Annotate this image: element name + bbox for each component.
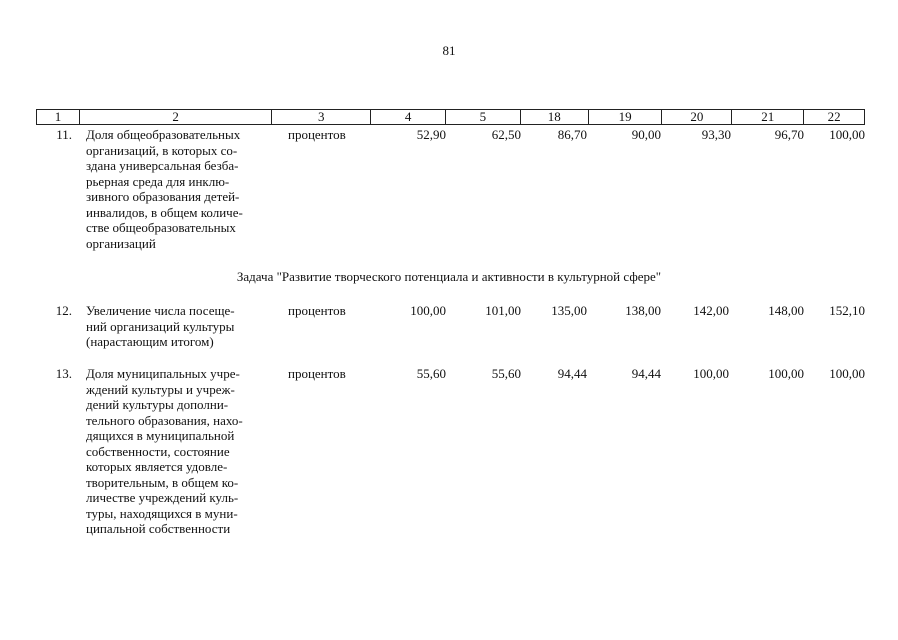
header-cell: 21 xyxy=(732,110,804,124)
value-cell: 93,30 xyxy=(701,127,731,142)
table-header-row xyxy=(36,109,865,125)
value-cell: 52,90 xyxy=(416,127,446,142)
value-cell: 100,00 xyxy=(410,303,446,318)
value-cell: 148,00 xyxy=(768,303,804,318)
value-cell: 100,00 xyxy=(829,366,865,381)
value-cell: 55,60 xyxy=(416,366,446,381)
indicator-name: Доля муниципальных учре- ждений культуры и учреж- дений культуры дополни- тельного образования, нахо- дящихся в муниципальной собственности, состояние которых является удовле- творительным, в общем ко- личестве учреждений куль- туры, находящихся в муни- ципальной собственности xyxy=(86,366,243,536)
unit-cell: процентов xyxy=(288,127,346,142)
value-cell: 94,44 xyxy=(631,366,661,381)
value-cell: 62,50 xyxy=(491,127,521,142)
value-cell: 100,00 xyxy=(829,127,865,142)
value-cell: 55,60 xyxy=(491,366,521,381)
value-cell: 138,00 xyxy=(625,303,661,318)
value-cell: 101,00 xyxy=(485,303,521,318)
header-cell: 2 xyxy=(80,110,273,124)
row-number: 13. xyxy=(55,366,72,381)
row-number: 12. xyxy=(55,303,72,318)
value-cell: 152,10 xyxy=(829,303,865,318)
header-cell: 20 xyxy=(662,110,732,124)
page-number: 81 xyxy=(442,43,456,58)
value-cell: 142,00 xyxy=(693,303,729,318)
header-cell: 3 xyxy=(272,110,371,124)
task-title: Задача "Развитие творческого потенциала и активности в культурной сфере" xyxy=(236,269,662,284)
unit-cell: процентов xyxy=(288,366,346,381)
indicator-name: Доля общеобразовательных организаций, в которых со- здана универсальная безба- рьерная среда для инклю- зивного образования детей- инвалидов, в общем количе- стве общеобразовательных организаций xyxy=(86,127,243,251)
value-cell: 86,70 xyxy=(557,127,587,142)
value-cell: 96,70 xyxy=(774,127,804,142)
header-cell: 4 xyxy=(371,110,446,124)
row-number: 11. xyxy=(56,127,72,142)
value-cell: 100,00 xyxy=(693,366,729,381)
unit-cell: процентов xyxy=(288,303,346,318)
value-cell: 100,00 xyxy=(768,366,804,381)
header-cell: 5 xyxy=(446,110,521,124)
value-cell: 135,00 xyxy=(551,303,587,318)
value-cell: 90,00 xyxy=(631,127,661,142)
indicator-name: Увеличение числа посеще- ний организаций культуры (нарастающим итогом) xyxy=(86,303,235,349)
header-cell: 18 xyxy=(521,110,589,124)
value-cell: 94,44 xyxy=(557,366,587,381)
header-cell: 22 xyxy=(827,109,841,124)
header-cell: 1 xyxy=(37,110,80,124)
header-cell: 19 xyxy=(589,110,663,124)
